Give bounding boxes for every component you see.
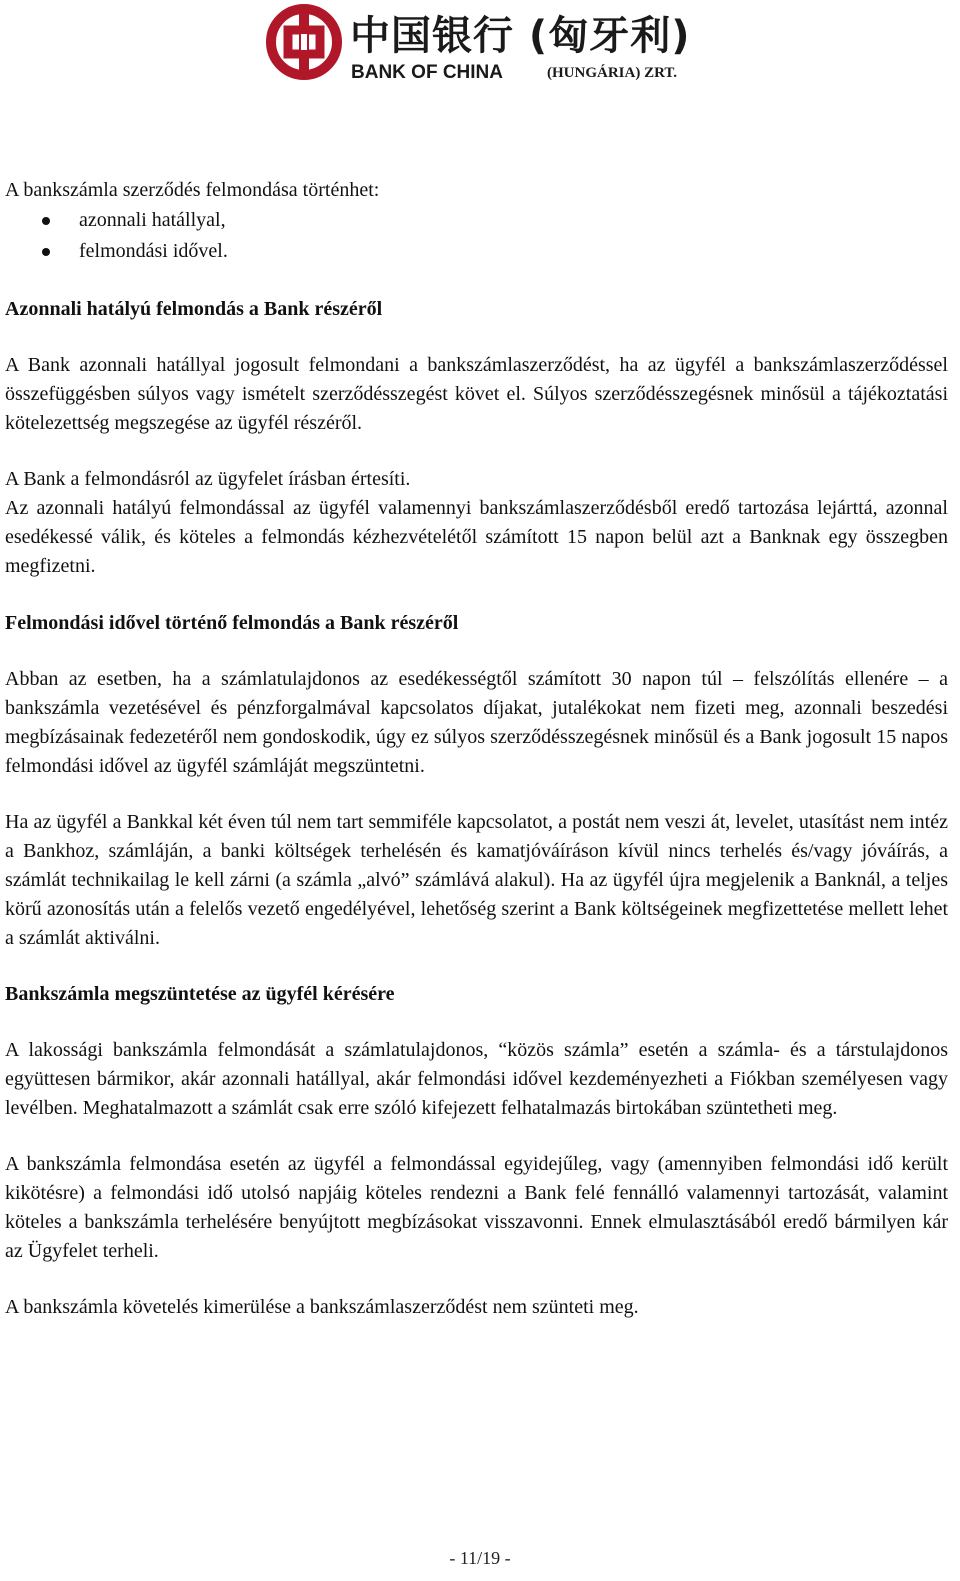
section1-paragraph-1: A Bank azonnali hatállyal jogosult felmondani a bankszámlaszerződést, ha az ügyfél a bankszámlaszerződéssel összefüggésben súlyos vagy ismételt szerződésszegést követ el. Súlyos szerződésszegésnek minősül a tájékoztatási kötelezettség megszegése az ügyfél részéről. [5,354,948,434]
document-body [5,176,948,1322]
section1-paragraph-2: A Bank a felmondásról az ügyfelet írásban értesíti. [5,468,411,490]
section-heading-client-request: Bankszámla megszüntetése az ügyfél kérésére [5,983,395,1005]
logo-english-text: BANK OF CHINA [351,62,503,83]
section1-paragraph-3: Az azonnali hatályú felmondással az ügyfél valamennyi bankszámlaszerződésből eredő tartozása lejárttá, azonnal esedékessé válik, és köteles a felmondás kézhezvételétől számított 15 napon belül azt a Banknak egy összegben megfizetni. [5,497,948,577]
section2-paragraph-2: Ha az ügyfél a Bankkal két éven túl nem tart semmiféle kapcsolatot, a postát nem veszi át, levelet, utasítást nem intéz a Bankhoz, számláján, a banki költségek terhelésén és kamatjóváíráson kívül nincs terhelés és/vagy jóváírás, a számlát technikailag le kell zárni (a számla „alvó” számlává alakul). Ha az ügyfél újra megjelenik a Banknál, a teljes körű azonosítás után a felelős vezető engedélyével, lehetőség szerint a Bank költségeinek megfizettetése mellett lehet a számlát aktiválni. [5,811,948,949]
list-item-text: azonnali hatállyal, [79,209,226,231]
section2-paragraph-1: Abban az esetben, ha a számlatulajdonos az esedékességtől számított 30 napon túl – felszólítás ellenére – a bankszámla vezetésével és pénzforgalmával kapcsolatos díjakat, jutalékokat nem fizeti meg, azonnali beszedési megbízásainak fedezetéről nem gondoskodik, úgy ez súlyos szerződésszegésnek minősül és a Bank jogosult 15 napos felmondási idővel az ügyfél számláját megszüntetni. [5,668,948,777]
bullet-icon [42,248,50,256]
section3-paragraph-1: A lakossági bankszámla felmondását a számlatulajdonos, “közös számla” esetén a számla- és a társtulajdonos együttesen bármikor, akár azonnali hatállyal, akár felmondási idővel kezdeményezheti a Fiókban személyesen vagy levélben. Meghatalmazott a számlát csak erre szóló kifejezett felhatalmazás birtokában szüntetheti meg. [5,1039,948,1119]
logo-chinese-text: 中国银行 (匈牙利) [350,13,691,59]
termination-types-list [5,205,948,267]
section-heading-notice-period: Felmondási idővel történő felmondás a Bank részéről [5,612,459,634]
section3-paragraph-2: A bankszámla felmondása esetén az ügyfél a felmondással egyidejűleg, vagy (amennyiben felmondási idő került kikötésre) a felmondási idő utolsó napjáig köteles rendezni a Bank felé fennálló valamennyi tartozását, valamint köteles a bankszámla terhelésére benyújtott megbízásokat visszavonni. Ennek elmulasztásából eredő bármilyen kár az Ügyfelet terheli. [5,1153,948,1262]
section-heading-immediate: Azonnali hatályú felmondás a Bank részéről [5,298,383,320]
section3-paragraph-3: A bankszámla követelés kimerülése a bankszámlaszerződést nem szünteti meg. [5,1296,639,1318]
bank-of-china-logo-icon [266,4,342,80]
page-number: - 11/19 - [449,1548,511,1568]
list-item [5,205,948,236]
list-item-text: felmondási idővel. [79,240,228,262]
page-header [0,0,960,92]
bullet-icon [42,217,50,225]
intro-text: A bankszámla szerződés felmondása történhet: [5,179,380,201]
list-item [5,236,948,267]
logo-subtitle-text: (HUNGÁRIA) ZRT. [547,65,678,81]
